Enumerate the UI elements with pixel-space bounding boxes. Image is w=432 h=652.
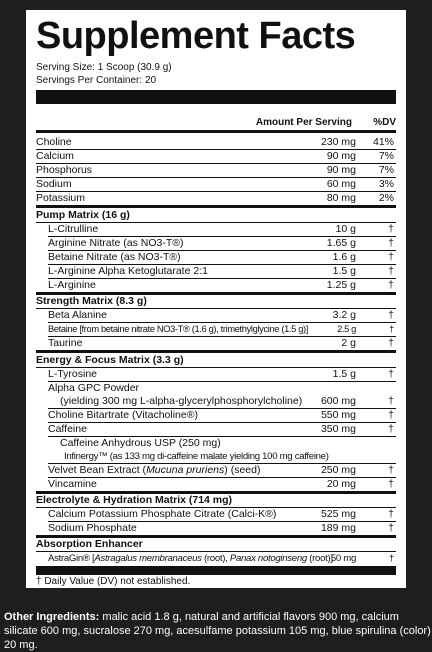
ingredient-amount: 600 mg (320, 395, 356, 407)
ingredient-sublabel: (yielding 300 mg L-alpha-glycerylphosphorylcholine) (60, 395, 303, 407)
ingredient-label: Choline Bitartrate (Vitacholine®) (48, 409, 198, 421)
ingredient-dv: † (388, 265, 394, 277)
ingredient-row (36, 368, 396, 381)
section-title-electrolyte: Electrolyte & Hydration Matrix (714 mg) (36, 494, 233, 506)
ingredient-subrow (36, 437, 396, 450)
ingredient-dv: † (388, 395, 394, 407)
ingredient-row (36, 323, 396, 336)
nutrient-label: Choline (36, 136, 72, 148)
ingredient-label: Caffeine (48, 423, 87, 435)
ingredient-dv: † (388, 423, 394, 435)
ingredient-dv: † (388, 478, 394, 490)
ingredient-amount: 1.25 g (326, 279, 356, 291)
section-title-pump: Pump Matrix (16 g) (36, 209, 130, 221)
footnote: † Daily Value (DV) not established. (36, 576, 191, 587)
ingredient-subrow (36, 395, 396, 408)
ingredient-row (36, 251, 396, 264)
nutrient-dv: 3% (378, 178, 394, 190)
ingredient-dv: † (388, 279, 394, 291)
supplement-facts-panel (26, 10, 406, 588)
nutrient-amount: 90 mg (326, 150, 356, 162)
ingredient-label: L-Arginine Alpha Ketoglutarate 2:1 (48, 265, 208, 277)
divider (36, 205, 396, 208)
ingredient-dv: † (388, 309, 394, 321)
other-ingredients-label: Other Ingredients: (4, 611, 100, 623)
ingredient-row (36, 464, 396, 477)
thick-bar (36, 90, 396, 104)
ingredient-amount: 1.6 g (332, 251, 356, 263)
ingredient-amount: 250 mg (320, 464, 356, 476)
nutrient-amount: 60 mg (326, 178, 356, 190)
ingredient-row (36, 552, 396, 565)
ingredient-row (36, 522, 396, 535)
nutrient-dv: 2% (378, 192, 394, 204)
ingredient-sublabel: Caffeine Anhydrous USP (250 mg) (60, 437, 221, 449)
section-title-energy: Energy & Focus Matrix (3.3 g) (36, 354, 184, 366)
nutrient-amount: 80 mg (326, 192, 356, 204)
ingredient-label: Sodium Phosphate (48, 522, 137, 534)
ingredient-amount: 189 mg (320, 522, 356, 534)
ingredient-label: L-Citrulline (48, 223, 99, 235)
nutrient-dv: 7% (378, 164, 394, 176)
nutrient-label: Potassium (36, 192, 86, 204)
section-title-absorption: Absorption Enhancer (36, 538, 143, 550)
ingredient-amount: 10 g (335, 223, 356, 235)
ingredient-label: Beta Alanine (48, 309, 107, 321)
ingredient-amount: 3.2 g (332, 309, 356, 321)
ingredient-label: L-Tyrosine (48, 368, 98, 380)
ingredient-dv: † (388, 223, 394, 235)
ingredient-row (36, 478, 396, 491)
ingredient-label: Taurine (48, 337, 83, 349)
ingredient-dv: † (388, 251, 394, 263)
ingredient-row (36, 382, 396, 395)
ingredient-dv: † (388, 409, 394, 421)
ingredient-dv: † (388, 508, 394, 520)
nutrient-label: Phosphorus (36, 164, 93, 176)
ingredient-amount: 550 mg (320, 409, 356, 421)
ingredient-sublabel: Infinergy™ (as 133 mg di-caffeine malate yielding 100 mg caffeine) (64, 451, 329, 462)
ingredient-amount: 20 mg (326, 478, 356, 490)
dv-header: %DV (373, 117, 396, 128)
nutrient-label: Sodium (36, 178, 72, 190)
divider (36, 130, 396, 133)
nutrient-row (36, 136, 396, 149)
ingredient-row (36, 265, 396, 278)
ingredient-row (36, 337, 396, 350)
ingredient-row (36, 423, 396, 436)
nutrient-dv: 41% (372, 136, 394, 148)
ingredient-label: Betaine Nitrate (as NO3-T®) (48, 251, 181, 263)
ingredient-label: Betaine [from betaine nitrate NO3-T® (1.6 g), trimethylglycine (1.5 g)] (48, 324, 308, 334)
servings-per-container: Servings Per Container: 20 (36, 75, 157, 86)
nutrient-amount: 230 mg (320, 136, 356, 148)
nutrient-row (36, 192, 396, 205)
ingredient-row (36, 508, 396, 521)
ingredient-amount: 1.65 g (326, 237, 356, 249)
ingredient-dv: † (388, 368, 394, 380)
ingredient-row (36, 223, 396, 236)
ingredient-label: L-Arginine (48, 279, 96, 291)
ingredient-amount: 50 mg (330, 553, 356, 564)
ingredient-subrow (36, 450, 396, 463)
ingredient-dv: † (388, 522, 394, 534)
ingredient-row (36, 309, 396, 322)
ingredient-dv: † (388, 237, 394, 249)
column-header (36, 117, 396, 129)
ingredient-amount: 1.5 g (332, 265, 356, 277)
thick-bar (36, 566, 396, 575)
ingredient-dv: † (388, 337, 394, 349)
ingredient-label: Alpha GPC Powder (48, 382, 140, 394)
other-ingredients-text: malic acid 1.8 g, natural and artificial flavors 900 mg, calcium silicate 600 mg, sucralose 270 mg, acesulfame potassium 105 mg, blue spirulina (color) 20 mg. (4, 611, 431, 651)
ingredient-dv: † (389, 324, 394, 334)
ingredient-row (36, 237, 396, 250)
nutrient-row (36, 150, 396, 163)
ingredient-row (36, 409, 396, 422)
other-ingredients (4, 610, 432, 652)
panel-title: Supplement Facts (36, 15, 356, 57)
nutrient-amount: 90 mg (326, 164, 356, 176)
ingredient-label: Velvet Bean Extract (Mucuna pruriens) (seed) (48, 464, 261, 476)
ingredient-amount: 2 g (341, 337, 356, 349)
amount-header: Amount Per Serving (255, 117, 352, 128)
section-title-strength: Strength Matrix (8.3 g) (36, 295, 147, 307)
ingredient-amount: 350 mg (320, 423, 356, 435)
ingredient-label: Arginine Nitrate (as NO3-T®) (48, 237, 184, 249)
divider (36, 350, 396, 353)
nutrient-row (36, 178, 396, 191)
ingredient-amount: 1.5 g (332, 368, 356, 380)
ingredient-label: AstraGin® [Astragalus membranaceus (root), Panax notoginseng (root)] (48, 553, 333, 564)
ingredient-label: Vincamine (48, 478, 97, 490)
ingredient-amount: 2.5 g (337, 324, 356, 334)
nutrient-label: Calcium (36, 150, 74, 162)
serving-size: Serving Size: 1 Scoop (30.9 g) (36, 62, 172, 73)
ingredient-dv: † (388, 464, 394, 476)
nutrient-row (36, 164, 396, 177)
ingredient-dv: † (388, 553, 394, 564)
ingredient-row (36, 279, 396, 292)
ingredient-label: Calcium Potassium Phosphate Citrate (Calci-K®) (48, 508, 277, 520)
ingredient-amount: 525 mg (320, 508, 356, 520)
nutrient-dv: 7% (378, 150, 394, 162)
